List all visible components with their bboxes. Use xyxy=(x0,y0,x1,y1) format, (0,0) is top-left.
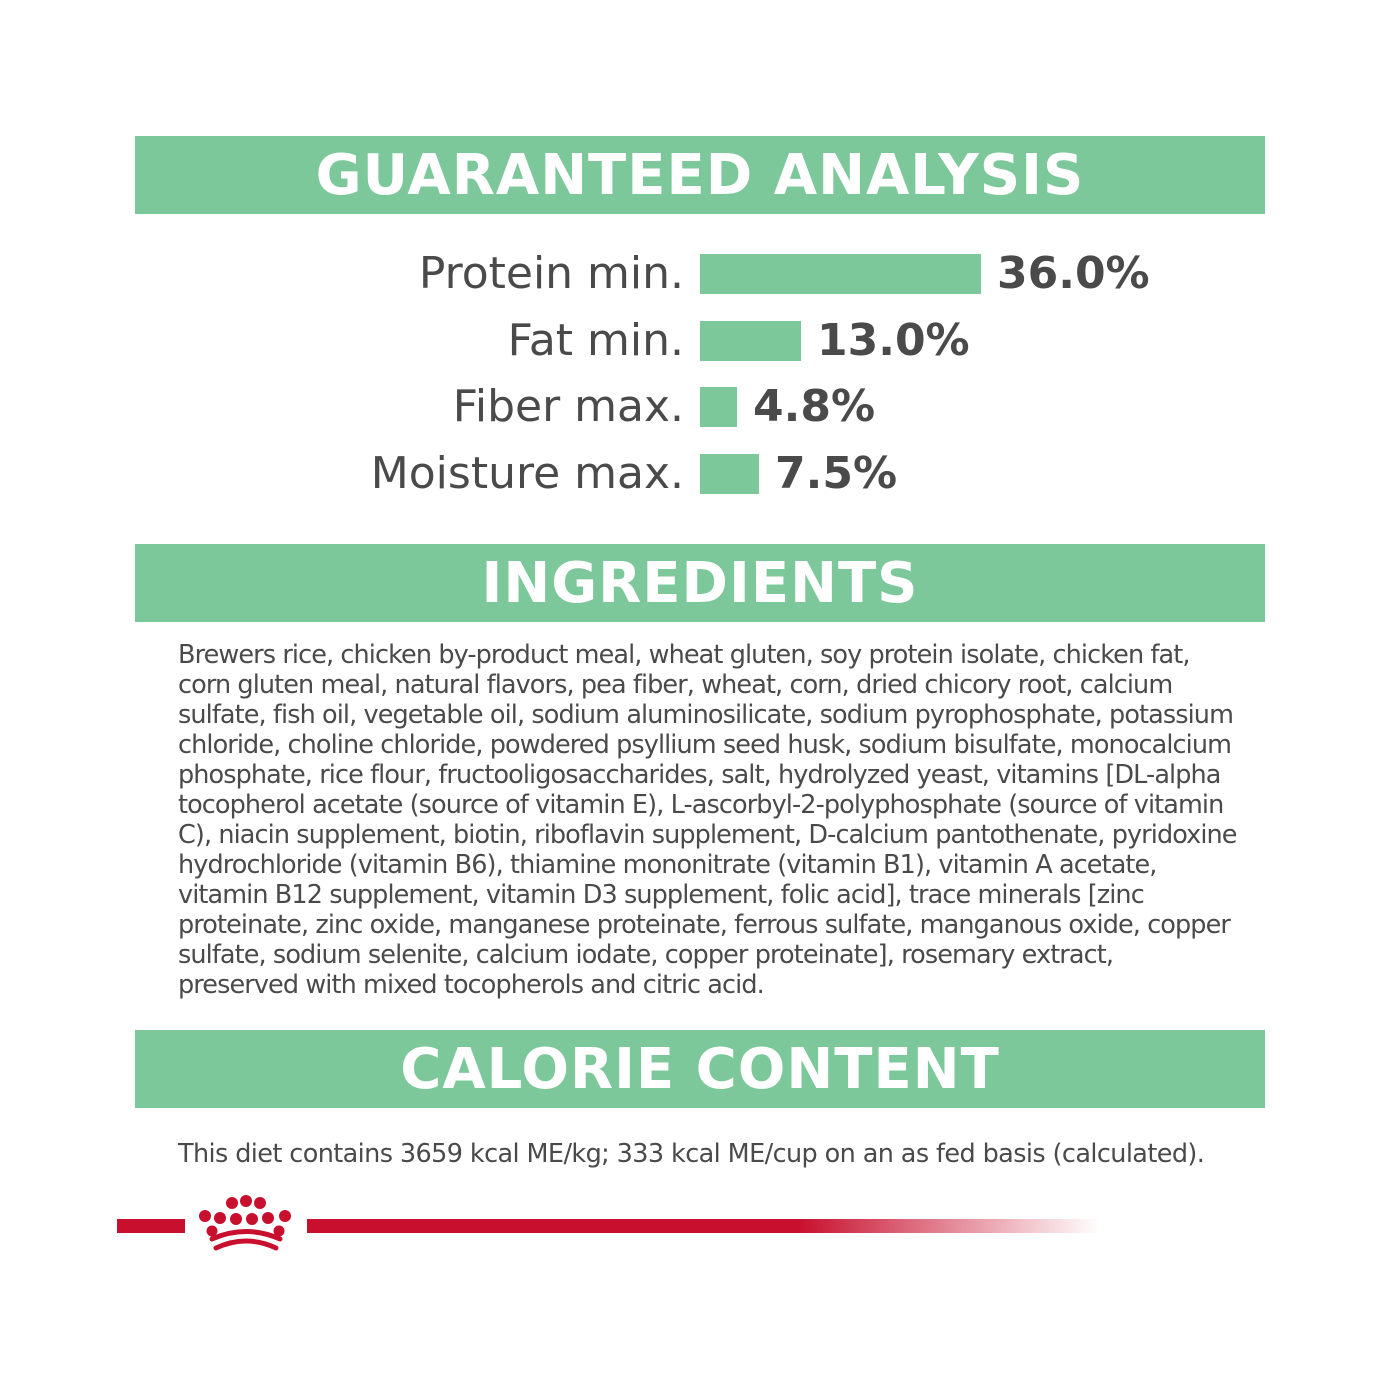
ingredients-header xyxy=(135,544,1265,622)
analysis-value: 13.0% xyxy=(817,315,970,366)
ingredients-text: Brewers rice, chicken by-product meal, wheat gluten, soy protein isolate, chicken fat, corn gluten meal, natural flavors, pea fiber, wheat, corn, dried chicory root, calcium sulfate, fish oil, vegetable oil, sodium aluminosilicate, sodium pyrophosphate, potassium chloride, choline chloride, powdered psyllium seed husk, sodium bisulfate, monocalcium phosphate, rice flour, fructooligosaccharides, salt, hydrolyzed yeast, vitamins [DL-alpha tocopherol acetate (source of vitamin E), L-ascorbyl-2-polyphosphate (source of vitamin C), niacin supplement, biotin, riboflavin supplement, D-calcium pantothenate, pyridoxine hydrochloride (vitamin B6), thiamine mononitrate (vitamin B1), vitamin A acetate, vitamin B12 supplement, vitamin D3 supplement, folic acid], trace minerals [zinc proteinate, zinc oxide, manganese proteinate, ferrous sulfate, manganous oxide, copper sulfate, sodium selenite, calcium iodate, copper proteinate], rosemary extract, preserved with mixed tocopherols and citric acid. xyxy=(178,640,1237,1000)
analysis-bar xyxy=(700,321,801,361)
guaranteed-analysis-header xyxy=(135,136,1265,214)
analysis-row-protein xyxy=(0,244,1400,304)
analysis-label: Fat min. xyxy=(507,315,684,366)
analysis-row-moisture xyxy=(0,444,1400,504)
crown-icon xyxy=(190,1194,302,1256)
analysis-row-fiber xyxy=(0,377,1400,437)
analysis-bar xyxy=(700,254,981,294)
calorie-content-title: CALORIE CONTENT xyxy=(400,1036,1000,1102)
brand-line-left xyxy=(117,1219,185,1233)
analysis-label: Moisture max. xyxy=(370,448,684,499)
analysis-value: 36.0% xyxy=(997,248,1150,299)
guaranteed-analysis-title: GUARANTEED ANALYSIS xyxy=(315,142,1085,208)
ingredients-title: INGREDIENTS xyxy=(481,550,919,616)
calorie-content-header xyxy=(135,1030,1265,1108)
analysis-label: Protein min. xyxy=(418,248,684,299)
analysis-bar xyxy=(700,454,759,494)
analysis-bar xyxy=(700,387,737,427)
analysis-row-fat xyxy=(0,311,1400,371)
analysis-label: Fiber max. xyxy=(452,381,684,432)
analysis-value: 7.5% xyxy=(775,448,898,499)
calorie-content-text: This diet contains 3659 kcal ME/kg; 333 kcal ME/cup on an as fed basis (calculated). xyxy=(178,1139,1205,1169)
analysis-value: 4.8% xyxy=(753,381,876,432)
brand-line-right xyxy=(307,1219,1100,1233)
